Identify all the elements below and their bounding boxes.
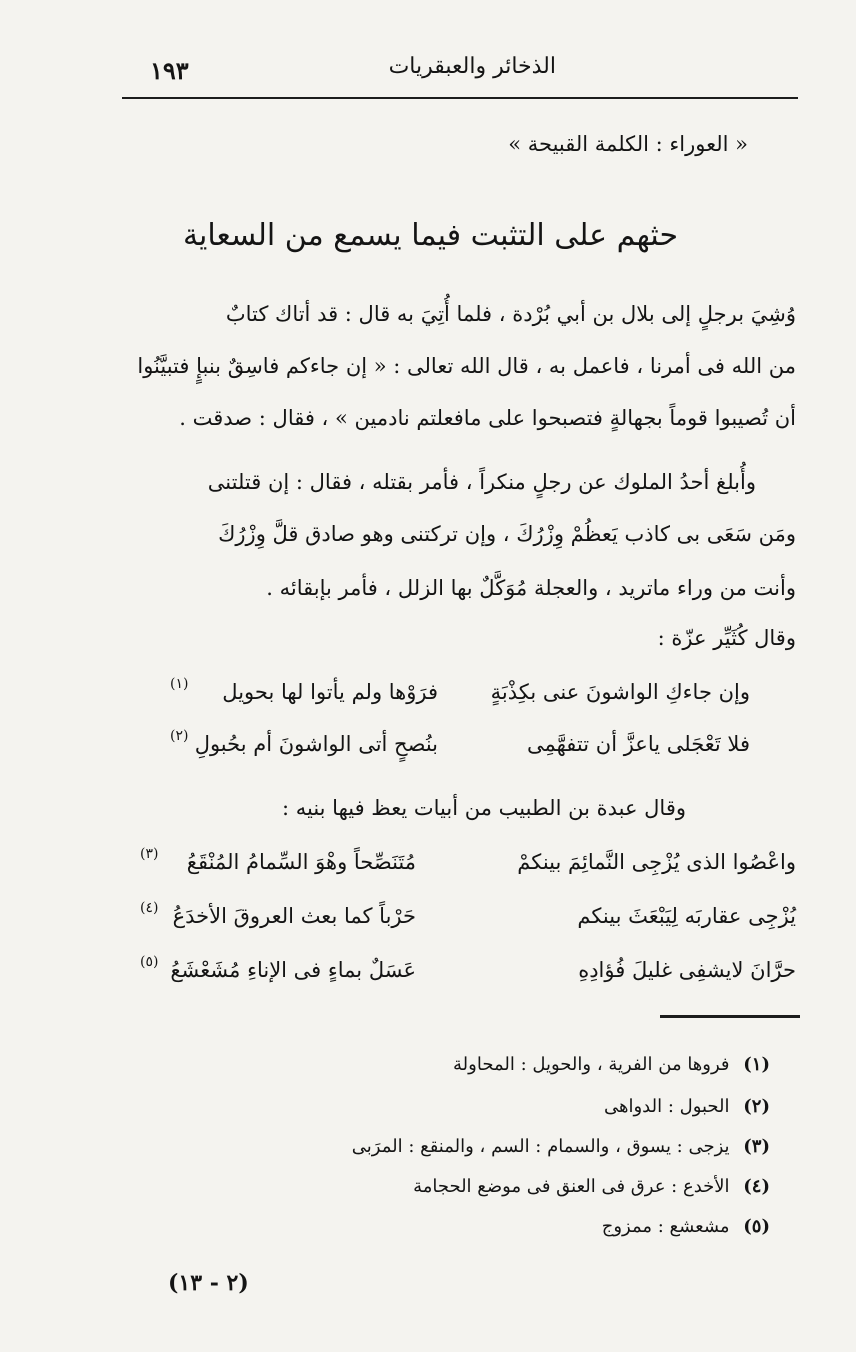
running-head	[120, 48, 796, 88]
verse-first-hemistich: وإن جاءكِ الواشونَ عنى بكِذْبَةٍ	[490, 680, 750, 704]
verse-first-hemistich: واعْصُوا الذى يُزْجِى النَّمائِمَ بينكمْ	[517, 850, 796, 874]
previous-text: « العوراء : الكلمة القبيحة »	[508, 132, 748, 156]
footnote	[352, 1136, 770, 1157]
prose-line: وُشِيَ برجلٍ إلى بلال بن أبي بُرْدة ، فلما أُتِيَ به قال : قد أتاك كتابٌ	[225, 302, 796, 326]
verse-first-hemistich: يُزْجِى عقاربَه لِيَبْعَثَ بينكم	[577, 904, 796, 928]
prose-line: وأنت من وراء ماتريد ، والعجلة مُوَكَّلٌ بها الزلل ، فأمر بإبقائه .	[266, 576, 796, 600]
footnote-text: فروها من الفرية ، والحويل : المحاولة	[453, 1054, 730, 1075]
footnote-number: (٤)	[743, 1176, 770, 1197]
footnote-text: الأخدع : عرق فى العنق فى موضع الحجامة	[413, 1176, 730, 1197]
footnote-number: (٣)	[743, 1136, 770, 1157]
footnote-number: (١)	[743, 1054, 770, 1075]
footnote-text: مشعشع : ممزوج	[601, 1216, 730, 1237]
footnote-text: يزجى : يسوق ، والسمام : السم ، والمنقع : المرَبى	[351, 1136, 730, 1157]
prose-line: أن تُصيبوا قوماً بجهالةٍ فتصبحوا على مافعلتم نادمين » ، فقال : صدقت .	[179, 406, 796, 430]
verse-first-hemistich: حرَّانَ لايشفِى غليلَ فُؤادِهِ	[578, 958, 796, 982]
verse-second-hemistich: حَرْباً كما بعث العروقَ الأخدَعُ	[172, 904, 416, 928]
footnote-marker: (٣)	[140, 846, 159, 862]
verse-second-hemistich: عَسَلٌ بماءٍ فى الإناءِ مُشَعْشَعُ	[170, 958, 416, 982]
footnote-text: الحبول : الدواهى	[603, 1096, 730, 1117]
footnote-marker: (١)	[170, 676, 189, 692]
verse-second-hemistich: فرَوْها ولم يأتوا لها بحويل	[222, 680, 438, 704]
intro-abda: وقال عبدة بن الطبيب من أبيات يعظ فيها بنيه :	[281, 796, 686, 820]
footnote	[413, 1176, 770, 1197]
prose-line: وأُبلغ أحدُ الملوك عن رجلٍ منكراً ، فأمر بقتله ، فقال : إن قتلتنى	[207, 470, 756, 494]
footnote	[602, 1216, 770, 1237]
footnote-marker: (٢)	[170, 728, 189, 744]
verse-second-hemistich: بنُصحٍ أتى الواشونَ أم بحُبولِ	[194, 732, 438, 756]
footnote-rule	[660, 1015, 800, 1018]
footnote-marker: (٥)	[140, 954, 159, 970]
footnote-number: (٢)	[743, 1096, 770, 1117]
page-number: ١٩٣	[150, 56, 189, 85]
footnote	[453, 1054, 770, 1075]
section-title: حثهم على التثبت فيما يسمع من السعاية	[182, 218, 678, 253]
header-rule	[122, 97, 798, 99]
prose-line: وقال كُثَيِّر عزّة :	[657, 626, 796, 650]
footnote-marker: (٤)	[140, 900, 159, 916]
running-title: الذخائر والعبقريات	[388, 54, 556, 79]
prose-line: من الله فى أمرنا ، فاعمل به ، قال الله تعالى : « إن جاءكم فاسِقٌ بنبإٍ فتبيَّنُوا	[137, 354, 796, 378]
footnote	[604, 1096, 770, 1117]
verse-first-hemistich: فلا تَعْجَلى ياعزَّ أن تتفهَّمِى	[526, 732, 750, 756]
prose-line: ومَن سَعَى بى كاذب يَعظُمْ وِزْرُكَ ، وإن تركتنى وهو صادق قلَّ وِزْرُكَ	[218, 522, 796, 546]
footnote-number: (٥)	[743, 1216, 770, 1237]
printer-signature: (٢ - ١٣)	[168, 1270, 249, 1296]
verse-second-hemistich: مُتَنَصِّحاً وهْوَ السِّمامُ المُنْقَعُ	[186, 850, 416, 874]
